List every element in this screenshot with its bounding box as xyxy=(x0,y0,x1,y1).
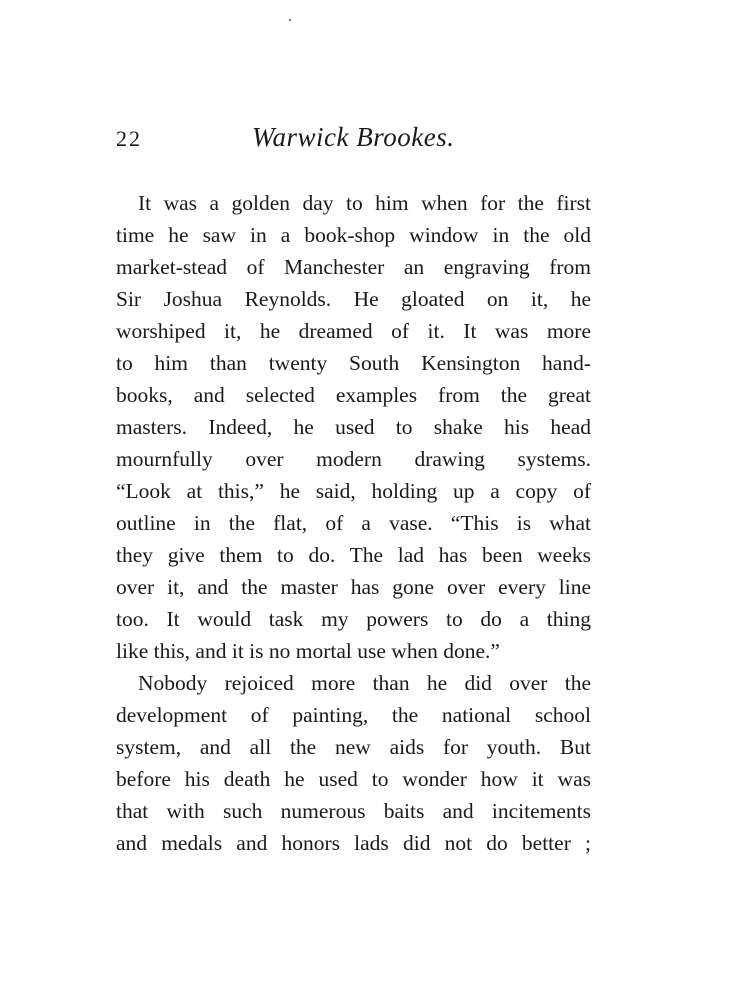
text-line: books, and selected examples from the great xyxy=(116,383,591,407)
text-line: market-stead of Manchester an engraving from xyxy=(116,255,591,279)
text-line: worshiped it, he dreamed of it. It was more xyxy=(116,319,591,343)
running-title: Warwick Brookes. xyxy=(252,122,455,152)
text-line: too. It would task my powers to do a thing xyxy=(116,607,591,631)
text-line: Nobody rejoiced more than he did over the xyxy=(138,671,591,695)
text-line: before his death he used to wonder how it was xyxy=(116,767,591,791)
paragraph-2 xyxy=(116,667,591,859)
text-line: mournfully over modern drawing systems. xyxy=(116,447,591,471)
body-text xyxy=(116,187,591,859)
text-line: outline in the flat, of a vase. “This is what xyxy=(116,511,591,535)
text-line: development of painting, the national school xyxy=(116,703,591,727)
text-line: and medals and honors lads did not do better ; xyxy=(116,831,591,855)
text-line: that with such numerous baits and incitements xyxy=(116,799,591,823)
text-line: system, and all the new aids for youth. But xyxy=(116,735,591,759)
text-line: over it, and the master has gone over every line xyxy=(116,575,591,599)
text-line: time he saw in a book-shop window in the old xyxy=(116,223,591,247)
text-line: It was a golden day to him when for the first xyxy=(138,191,591,215)
text-line: masters. Indeed, he used to shake his head xyxy=(116,415,591,439)
text-line: to him than twenty South Kensington hand- xyxy=(116,351,591,375)
text-line: “Look at this,” he said, holding up a copy of xyxy=(116,479,591,503)
text-line: they give them to do. The lad has been weeks xyxy=(116,543,591,567)
page-header xyxy=(116,122,596,162)
text-line: Sir Joshua Reynolds. He gloated on it, he xyxy=(116,287,591,311)
page-number: 22 xyxy=(116,126,142,151)
text-line: like this, and it is no mortal use when done.” xyxy=(116,639,500,663)
paragraph-1 xyxy=(116,187,591,667)
print-speck xyxy=(289,19,291,21)
